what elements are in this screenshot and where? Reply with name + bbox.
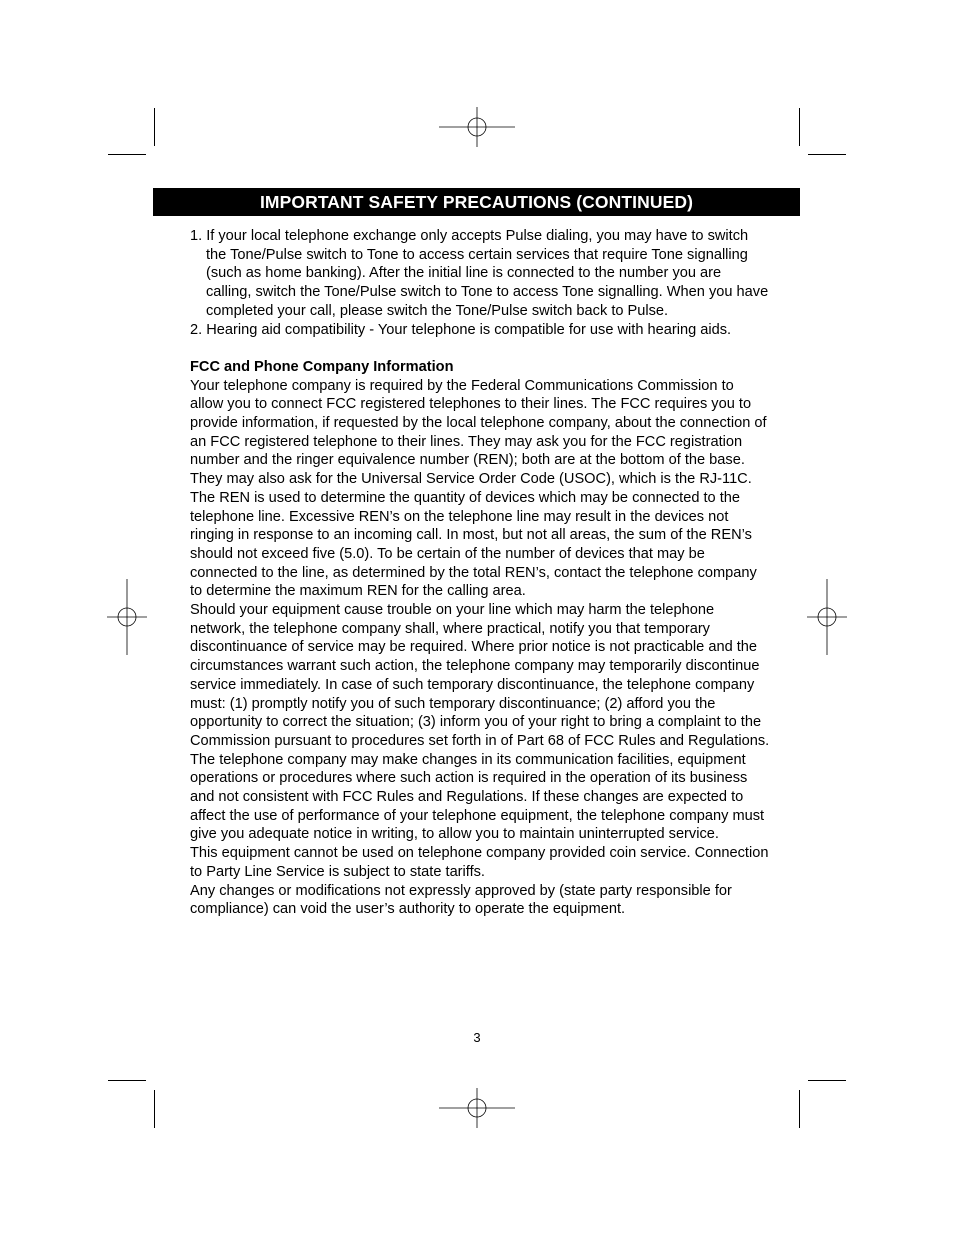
list-item: 1. If your local telephone exchange only accepts Pulse dialing, you may have to switch the Tone/Pulse switch to Tone to access certain services that require Tone signalling (such as home banking). After the initial line is connected to the number you are calling, switch the Tone/Pulse switch to Tone to access Tone signalling. When you have completed your call, please switch the Tone/Pulse switch back to Pulse. [190,228,769,319]
page-number: 3 [473,1030,481,1045]
crop-mark-bottom-right-vertical [799,1090,800,1128]
registration-mark-bottom-icon [439,1088,515,1128]
page-content [190,227,770,919]
fcc-paragraph: Any changes or modifications not expressly approved by (state party responsible for compliance) can void the user’s authority to operate the equipment. [190,882,732,918]
fcc-paragraph: The REN is used to determine the quantity of devices which may be connected to the telephone line. Excessive REN’s on the telephone line may result in the devices not ringing in response to an incoming call. In most, but not all areas, the sum of the REN’s should not exceed five (5.0). To be certain of the number of devices that may be connected to the line, as determined by the total REN’s, contact the telephone company to determine the maximum REN for the calling area. [190,489,757,600]
crop-mark-bottom-left-horizontal [108,1080,146,1081]
crop-mark-top-right-horizontal [808,154,846,155]
fcc-paragraph: Should your equipment cause trouble on your line which may harm the telephone network, the telephone company shall, where practical, notify you that temporary discontinuance of service may be required. Where prior notice is not practicable and the circumstances warrant such action, the telephone company may temporarily discontinue service immediately. In case of such temporary discontinuance, the telephone company must: (1) promptly notify you of such temporary discontinuance; (2) afford you the opportunity to correct the situation; (3) inform you of your right to bring a complaint to the Commission pursuant to procedures set forth in of Part 68 of FCC Rules and Regulations. [190,602,770,749]
crop-mark-bottom-right-horizontal [808,1080,846,1081]
registration-mark-left-icon [107,579,147,655]
crop-mark-top-right-vertical [799,108,800,146]
section-header: IMPORTANT SAFETY PRECAUTIONS (CONTINUED) [153,188,800,216]
crop-mark-top-left-horizontal [108,154,146,155]
fcc-section-title: FCC and Phone Company Information [190,358,454,375]
list-item: 2. Hearing aid compatibility - Your telephone is compatible for use with hearing aids. [190,321,732,338]
registration-mark-right-icon [807,579,847,655]
fcc-paragraph: This equipment cannot be used on telephone company provided coin service. Connection to Party Line Service is subject to state tariffs. [190,845,769,880]
crop-mark-bottom-left-vertical [154,1090,155,1128]
precautions-list [190,227,770,339]
crop-mark-top-left-vertical [154,108,155,146]
fcc-paragraph: The telephone company may make changes in its communication facilities, equipment operations or procedures where such action is required in the operation of its business and not consistent with FCC Rules and Regulations. If these changes are expected to affect the use of performance of your telephone equipment, the telephone company must give you adequate notice in writing, to allow you to maintain uninterrupted service. [190,751,765,843]
spacer [190,339,770,358]
registration-mark-top-icon [439,107,515,147]
fcc-paragraph: Your telephone company is required by the Federal Communications Commission to allow you to connect FCC registered telephones to their lines. The FCC requires you to provide information, if requested by the local telephone company, about the connection of an FCC registered telephone to their lines. They may ask you for the FCC registration number and the ringer equivalence number (REN); both are at the bottom of the base. They may also ask for the Universal Service Order Code (USOC), which is the RJ-11C. [190,377,767,488]
